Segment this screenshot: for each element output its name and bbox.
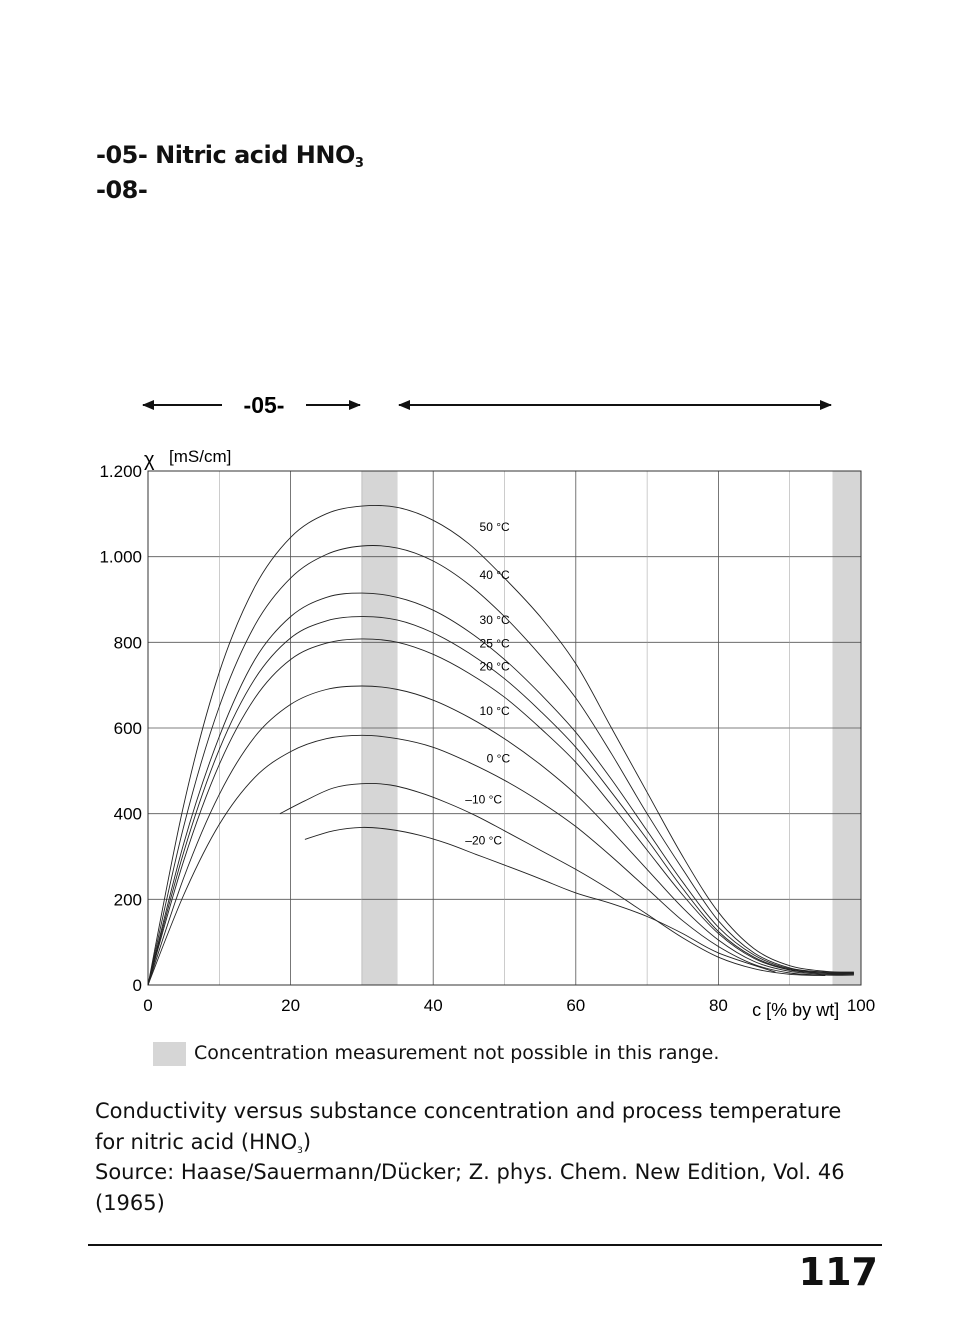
page-title: -05- Nitric acid $HNO_3$ bbox=[96, 141, 364, 171]
series-label-7: –10 °C bbox=[465, 792, 503, 807]
y-tick-3: 600 bbox=[113, 719, 142, 738]
page-subtitle: -08- bbox=[96, 176, 148, 204]
caption-line-3: Source: Haase/Sauermann/Dücker; Z. phys. Chem. New Edition, Vol. 46 bbox=[95, 1160, 845, 1184]
series-label-6: 0 °C bbox=[486, 751, 511, 766]
y-tick-1: 200 bbox=[113, 890, 142, 910]
caption-line-1: Conductivity versus substance concentration and process temperature bbox=[95, 1099, 842, 1123]
series-label-1: 40 °C bbox=[479, 567, 510, 582]
series-label-4: 20 °C bbox=[479, 659, 510, 674]
conductivity-chart bbox=[0, 380, 954, 1030]
range-label: -05- bbox=[243, 392, 285, 418]
y-tick-5: 1.000 bbox=[99, 547, 142, 567]
caption-line-2: for nitric acid $(HNO_3)$ bbox=[95, 1130, 312, 1156]
footer-rule bbox=[88, 1244, 882, 1246]
series-label-3: 25 °C bbox=[479, 636, 510, 651]
series-line-6 bbox=[148, 735, 854, 985]
caption-line-4: (1965) bbox=[95, 1191, 165, 1215]
x-axis-label: c [% by wt] bbox=[752, 1000, 840, 1020]
x-tick-4: 80 bbox=[708, 996, 728, 1015]
y-tick-labels bbox=[99, 462, 142, 995]
series-label-5: 10 °C bbox=[479, 704, 510, 719]
y-tick-6: 1.200 bbox=[99, 462, 142, 481]
series-label-0: 50 °C bbox=[479, 519, 510, 534]
series-line-2 bbox=[148, 593, 854, 985]
y-axis-label: [mS/cm] bbox=[169, 447, 232, 466]
x-tick-3: 60 bbox=[566, 996, 586, 1015]
series-line-4 bbox=[148, 639, 854, 985]
legend-text: Concentration measurement not possible in this range. bbox=[194, 1042, 720, 1064]
x-tick-2: 40 bbox=[423, 996, 443, 1015]
y-tick-4: 800 bbox=[113, 633, 142, 653]
page-number: 117 bbox=[798, 1250, 878, 1294]
series-label-8: –20 °C bbox=[465, 833, 503, 848]
grid bbox=[148, 471, 861, 985]
series-labels bbox=[465, 520, 510, 848]
x-tick-0: 0 bbox=[143, 996, 153, 1015]
y-tick-2: 400 bbox=[113, 804, 142, 824]
x-tick-5: 100 bbox=[846, 996, 876, 1015]
y-tick-0: 0 bbox=[132, 976, 142, 995]
series-label-2: 30 °C bbox=[479, 612, 510, 627]
x-tick-1: 20 bbox=[281, 996, 301, 1015]
legend-swatch bbox=[153, 1042, 186, 1066]
y-axis-symbol: χ bbox=[144, 449, 155, 471]
